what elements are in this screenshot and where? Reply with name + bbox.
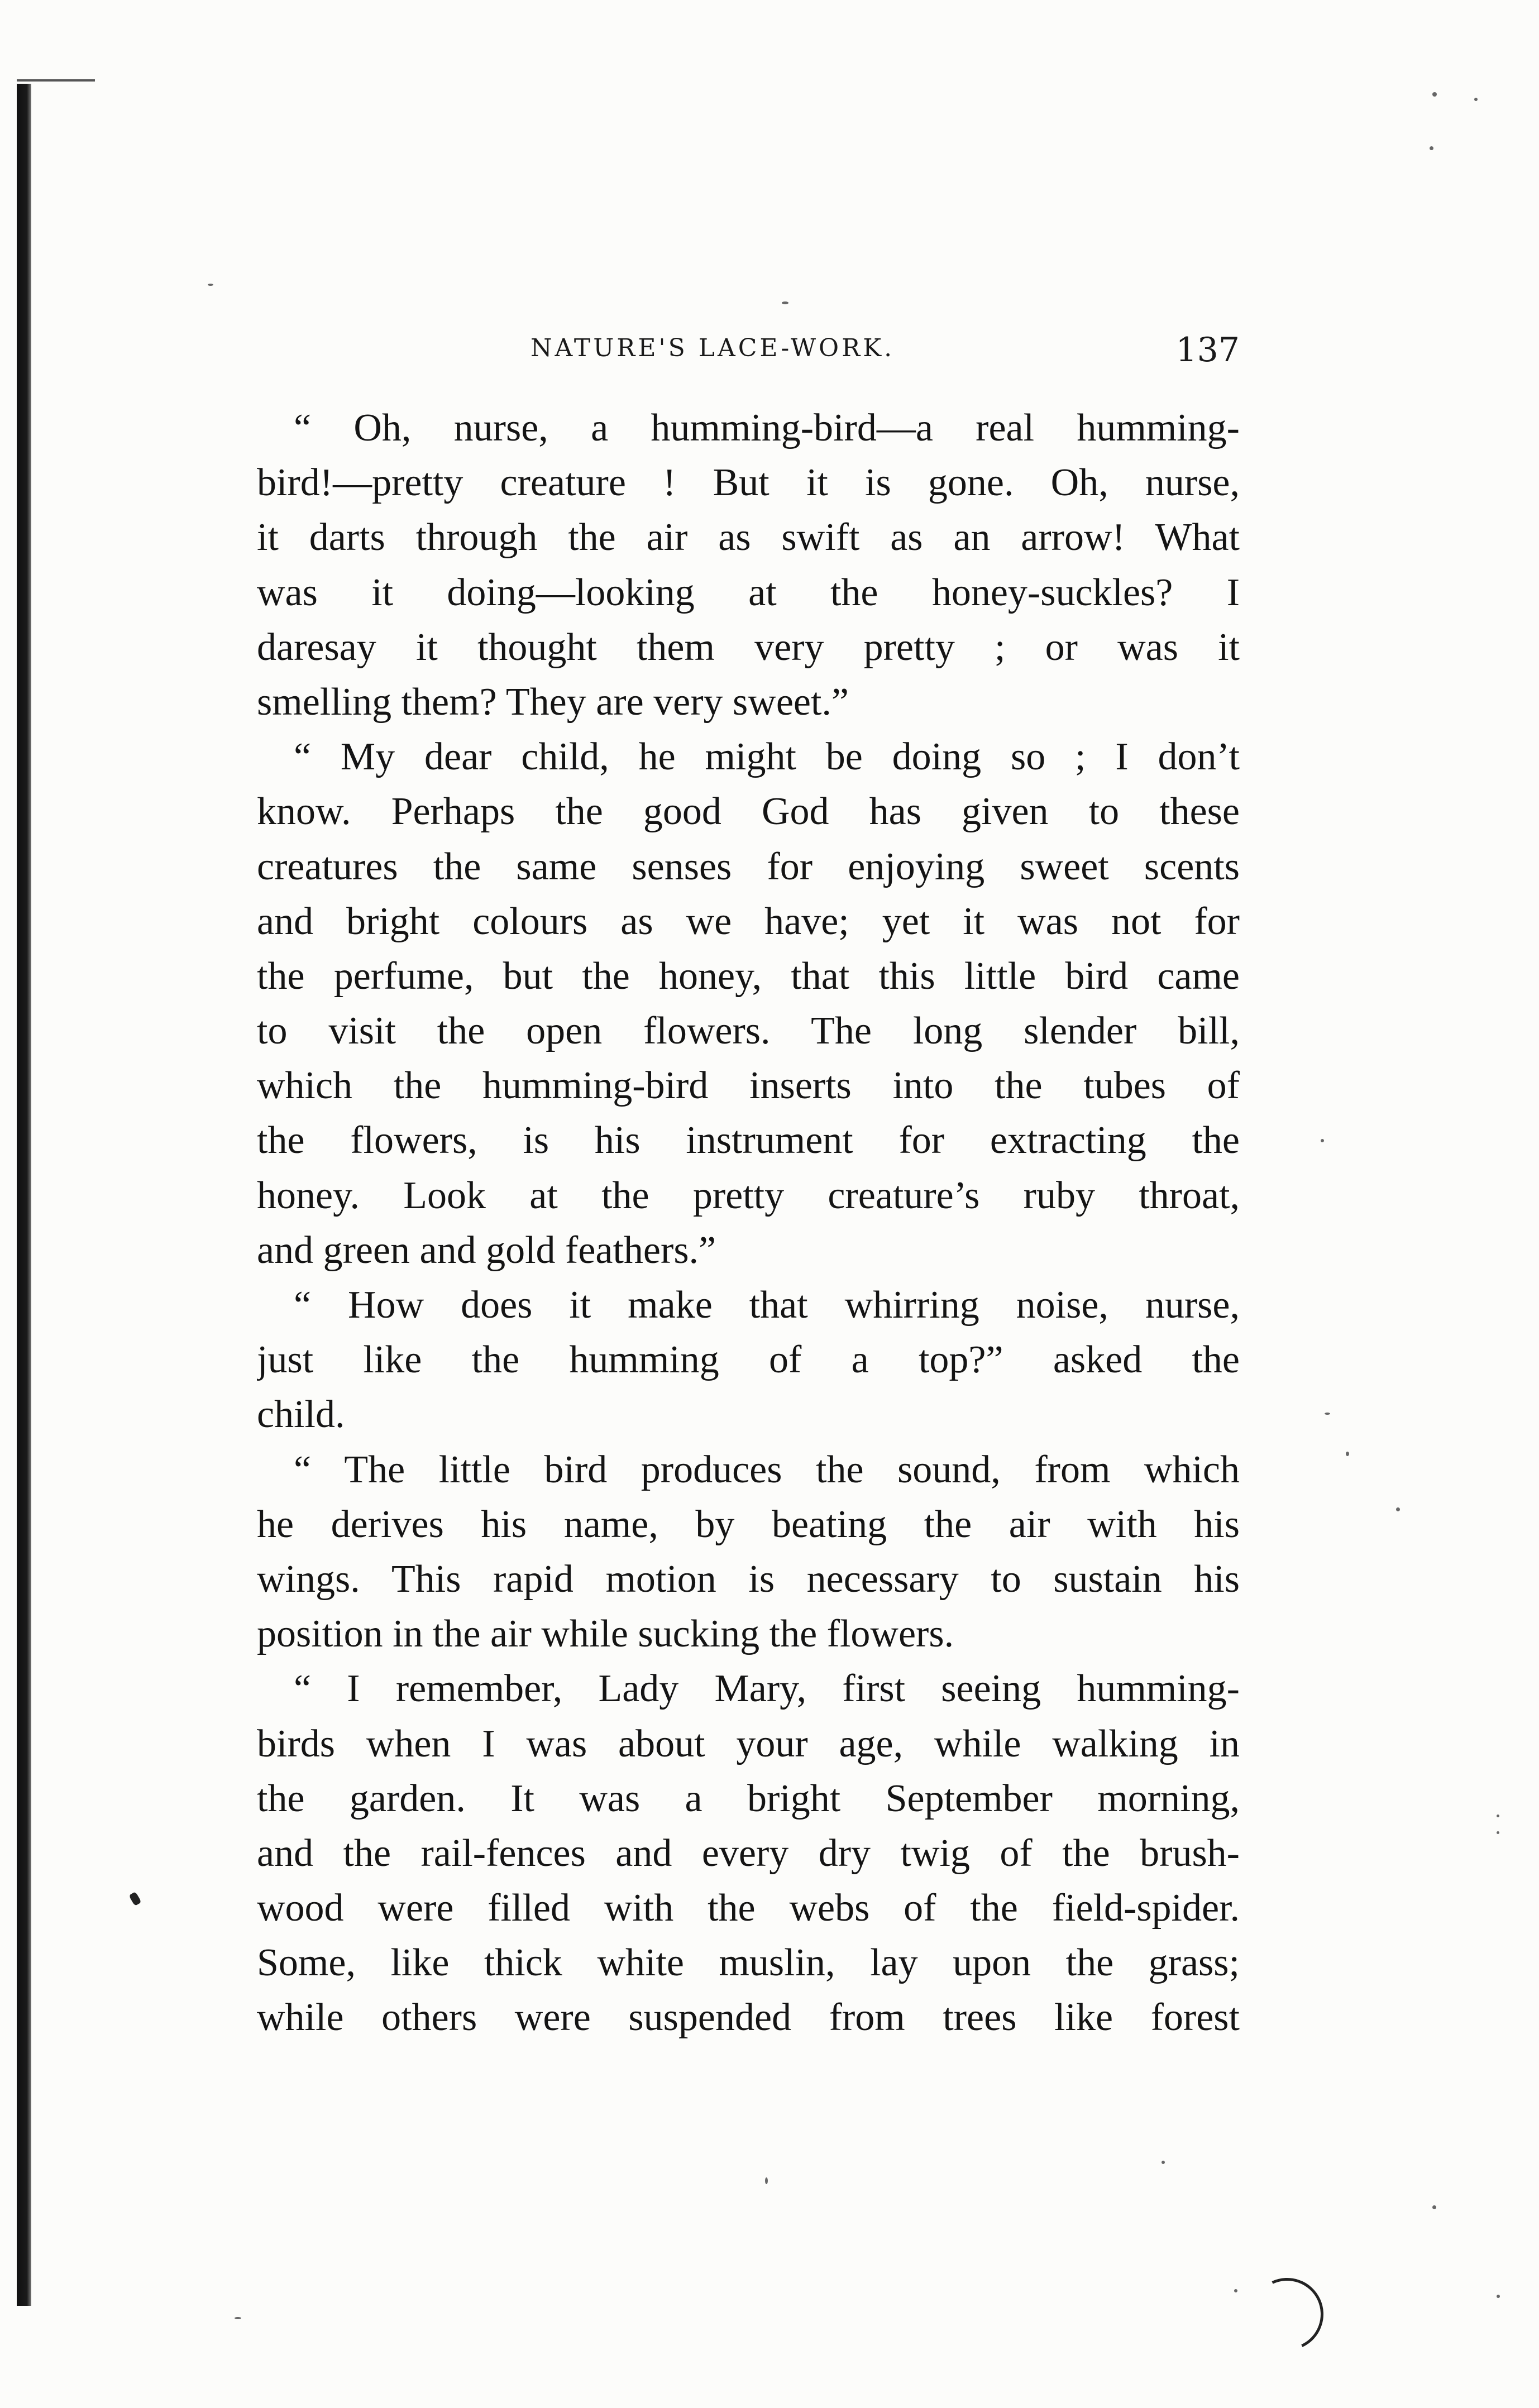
scan-speck bbox=[1430, 146, 1433, 150]
text-line: it darts through the air as swift as an arrow! What bbox=[257, 516, 1240, 559]
scan-speck bbox=[1497, 2295, 1500, 2298]
text-line: which the humming-bird inserts into the tubes of bbox=[257, 1064, 1240, 1108]
text-line: “ How does it make that whirring noise, nurse, bbox=[294, 1284, 1240, 1327]
scan-speck bbox=[1346, 1452, 1349, 1456]
scan-speck bbox=[1474, 98, 1478, 101]
text-line: he derives his name, by beating the air with his bbox=[257, 1502, 1240, 1546]
text-line: honey. Look at the pretty creature’s ruby throat, bbox=[257, 1174, 1240, 1217]
text-line: was it doing—looking at the honey-suckles? I bbox=[257, 571, 1240, 614]
text-line: the perfume, but the honey, that this little bird came bbox=[257, 954, 1240, 998]
text-line: “ I remember, Lady Mary, first seeing humming- bbox=[294, 1667, 1240, 1711]
scan-curl-mark bbox=[1241, 2268, 1334, 2361]
binding-edge bbox=[17, 84, 31, 2306]
text-line: to visit the open flowers. The long slender bill, bbox=[257, 1009, 1240, 1053]
text-line: wings. This rapid motion is necessary to sustain his bbox=[257, 1557, 1240, 1601]
running-title: NATURE'S LACE-WORK. bbox=[530, 334, 895, 362]
page-number: 137 bbox=[1175, 331, 1240, 370]
scan-speck bbox=[1234, 2289, 1237, 2292]
text-line: birds when I was about your age, while walking in bbox=[257, 1722, 1240, 1765]
text-line: know. Perhaps the good God has given to these bbox=[257, 790, 1240, 834]
text-line: just like the humming of a top?” asked the bbox=[257, 1338, 1240, 1382]
text-line: while others were suspended from trees like forest bbox=[257, 1996, 1240, 2040]
text-line: position in the air while sucking the flowers. bbox=[257, 1612, 954, 1656]
text-line: Some, like thick white muslin, lay upon the grass; bbox=[257, 1941, 1240, 1985]
scan-speck bbox=[1396, 1507, 1400, 1511]
text-line: smelling them? They are very sweet.” bbox=[257, 680, 849, 724]
scan-speck bbox=[1325, 1413, 1330, 1415]
scan-speck bbox=[782, 301, 788, 304]
scan-speck bbox=[235, 2317, 241, 2319]
text-line: and the rail-fences and every dry twig of the brush- bbox=[257, 1831, 1240, 1875]
scan-speck bbox=[1432, 92, 1437, 97]
scan-speck bbox=[1497, 1831, 1499, 1834]
scan-speck bbox=[1432, 2205, 1436, 2209]
text-line: bird!—pretty creature ! But it is gone. Oh, nurse, bbox=[257, 461, 1240, 505]
scan-speck bbox=[208, 284, 213, 286]
text-line: and bright colours as we have; yet it was not for bbox=[257, 899, 1240, 943]
text-line: creatures the same senses for enjoying sweet scents bbox=[257, 845, 1240, 888]
text-line: “ Oh, nurse, a humming-bird—a real humming- bbox=[294, 406, 1240, 449]
text-line: wood were filled with the webs of the field-spider. bbox=[257, 1887, 1240, 1930]
body-text bbox=[257, 401, 1240, 2046]
text-line: child. bbox=[257, 1393, 345, 1437]
scan-speck bbox=[765, 2177, 768, 2184]
scan-speck bbox=[1497, 1815, 1499, 1817]
scan-speck bbox=[1162, 2161, 1165, 2164]
text-line: the flowers, is his instrument for extracting the bbox=[257, 1119, 1240, 1162]
text-line: the garden. It was a bright September morning, bbox=[257, 1777, 1240, 1820]
text-line: daresay it thought them very pretty ; or was it bbox=[257, 625, 1240, 669]
text-line: “ The little bird produces the sound, from which bbox=[294, 1448, 1240, 1491]
scan-speck bbox=[128, 1892, 141, 1906]
text-line: and green and gold feathers.” bbox=[257, 1228, 716, 1272]
scan-speck bbox=[1321, 1139, 1324, 1142]
page-header bbox=[257, 331, 1240, 379]
binding-top-line bbox=[17, 79, 95, 82]
text-line: “ My dear child, he might be doing so ; I don’t bbox=[294, 735, 1240, 779]
